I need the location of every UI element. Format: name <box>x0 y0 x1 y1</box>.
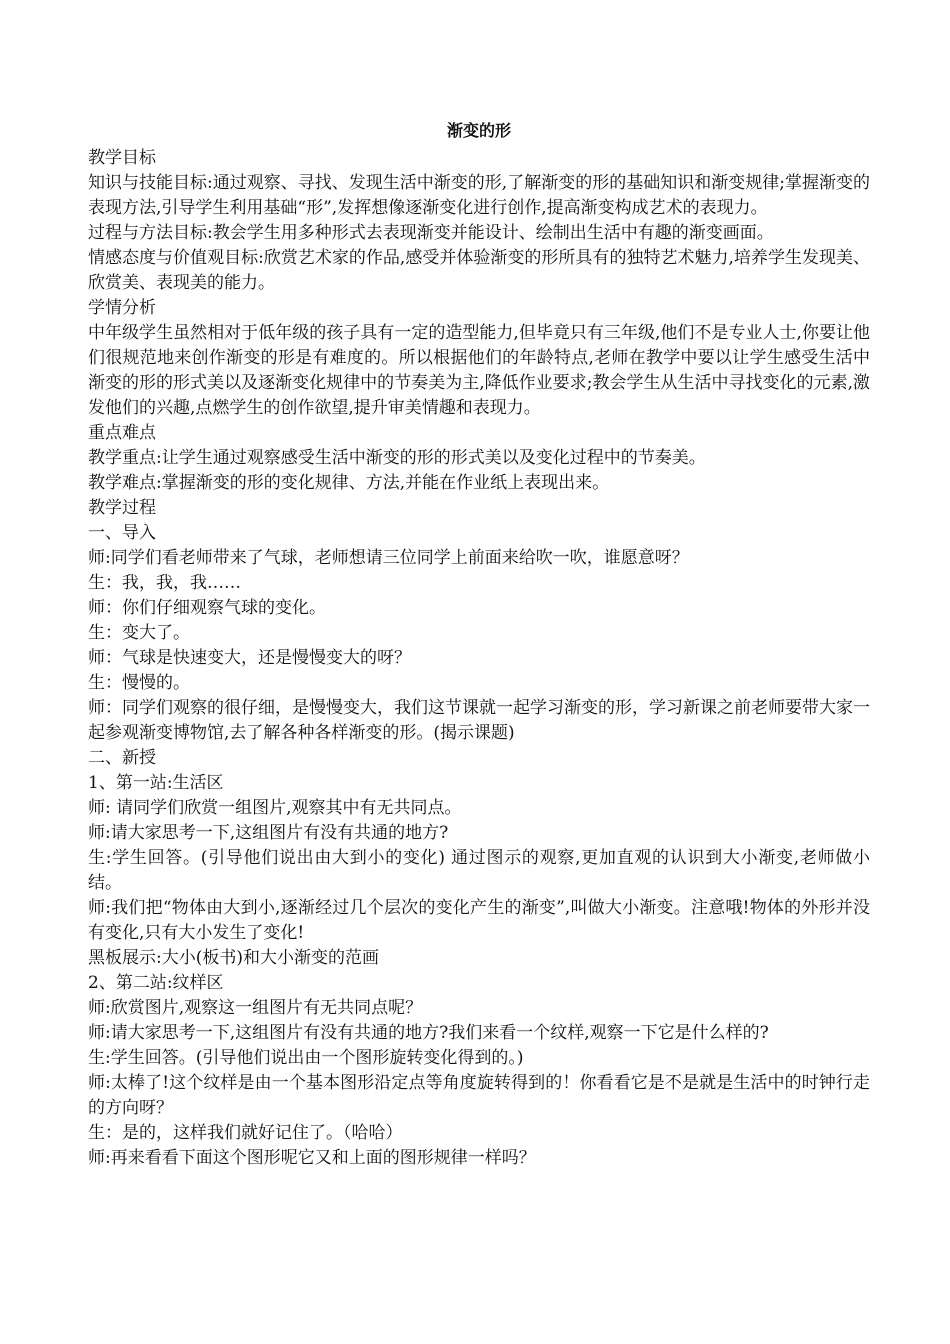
dialogue-line: 师:欣赏图片,观察这一组图片有无共同点呢？ <box>88 998 423 1018</box>
heading-teaching-goals: 教学目标 <box>88 148 156 168</box>
document-title: 渐变的形 <box>446 121 511 140</box>
document-body <box>88 118 870 1171</box>
subheading-station-life: 1、第一站:生活区 <box>88 773 224 793</box>
paragraph-knowledge-goal: 知识与技能目标:通过观察、寻找、发现生活中渐变的形,了解渐变的形的基础知识和渐变规律;掌握渐变的表现方法,引导学生利用基础“形”,发挥想像逐渐变化进行创作,提高渐变构成艺术的表现力。 <box>88 173 870 218</box>
subheading-station-pattern: 2、第二站:纹样区 <box>88 973 224 993</box>
dialogue-line: 师:请大家思考一下,这组图片有没有共通的地方? <box>88 823 449 843</box>
paragraph-key-point: 教学重点:让学生通过观察感受生活中渐变的形的形式美以及变化过程中的节奏美。 <box>88 448 706 468</box>
dialogue-line: 生：我，我，我…… <box>88 573 241 593</box>
subheading-new-lesson: 二、新授 <box>88 748 156 768</box>
dialogue-line: 师:请大家思考一下,这组图片有没有共通的地方?我们来看一个纹样,观察一下它是什么样的? <box>88 1023 769 1043</box>
dialogue-line: 师：你们仔细观察气球的变化。 <box>88 598 326 618</box>
heading-teaching-process: 教学过程 <box>88 498 156 518</box>
paragraph-process-goal: 过程与方法目标:教会学生用多种形式去表现渐变并能设计、绘制出生活中有趣的渐变画面。 <box>88 223 774 243</box>
paragraph-student-analysis: 中年级学生虽然相对于低年级的孩子具有一定的造型能力,但毕竟只有三年级,他们不是专业人士,你要让他们很规范地来创作渐变的形是有难度的。所以根据他们的年龄特点,老师在教学中要以让学生感受生活中渐变的形的形式美以及逐渐变化规律中的节奏美为主,降低作业要求;教会学生从生活中寻找变化的元素,激发他们的兴趣,点燃学生的创作欲望,提升审美情趣和表现力。 <box>88 323 870 418</box>
dialogue-line: 生：变大了。 <box>88 623 190 643</box>
dialogue-line: 生：是的，这样我们就好记住了。（哈哈） <box>88 1123 403 1143</box>
dialogue-line: 生:学生回答。(引导他们说出由一个图形旋转变化得到的。) <box>88 1048 524 1068</box>
dialogue-line: 师:再来看看下面这个图形呢它又和上面的图形规律一样吗？ <box>88 1148 536 1168</box>
dialogue-line: 师：气球是快速变大，还是慢慢变大的呀？ <box>88 648 411 668</box>
dialogue-line: 师：同学们观察的很仔细，是慢慢变大，我们这节课就一起学习渐变的形，学习新课之前老师要带大家一起参观渐变博物馆,去了解各种各样渐变的形。(揭示课题) <box>88 698 870 743</box>
dialogue-line: 生:学生回答。(引导他们说出由大到小的变化) 通过图示的观察,更加直观的认识到大小渐变,老师做小结。 <box>88 848 870 893</box>
paragraph-list <box>88 146 870 1171</box>
blackboard-note: 黑板展示:大小(板书)和大小渐变的范画 <box>88 948 379 968</box>
paragraph-emotion-goal: 情感态度与价值观目标:欣赏艺术家的作品,感受并体验渐变的形所具有的独特艺术魅力,培养学生发现美、欣赏美、表现美的能力。 <box>88 248 870 293</box>
dialogue-line: 师: 请同学们欣赏一组图片,观察其中有无共同点。 <box>88 798 462 818</box>
heading-key-points: 重点难点 <box>88 423 156 443</box>
dialogue-line: 师:太棒了!这个纹样是由一个基本图形沿定点等角度旋转得到的！你看看它是不是就是生活中的时钟行走的方向呀？ <box>88 1073 870 1118</box>
dialogue-line: 师:同学们看老师带来了气球，老师想请三位同学上前面来给吹一吹，谁愿意呀？ <box>88 548 689 568</box>
subheading-introduction: 一、导入 <box>88 523 156 543</box>
dialogue-line: 生：慢慢的。 <box>88 673 190 693</box>
paragraph-difficulty: 教学难点:掌握渐变的形的变化规律、方法,并能在作业纸上表现出来。 <box>88 473 610 493</box>
dialogue-line: 师:我们把“物体由大到小,逐渐经过几个层次的变化产生的渐变”,叫做大小渐变。注意哦!物体的外形并没有变化,只有大小发生了变化! <box>88 898 870 943</box>
heading-student-analysis: 学情分析 <box>88 298 156 318</box>
